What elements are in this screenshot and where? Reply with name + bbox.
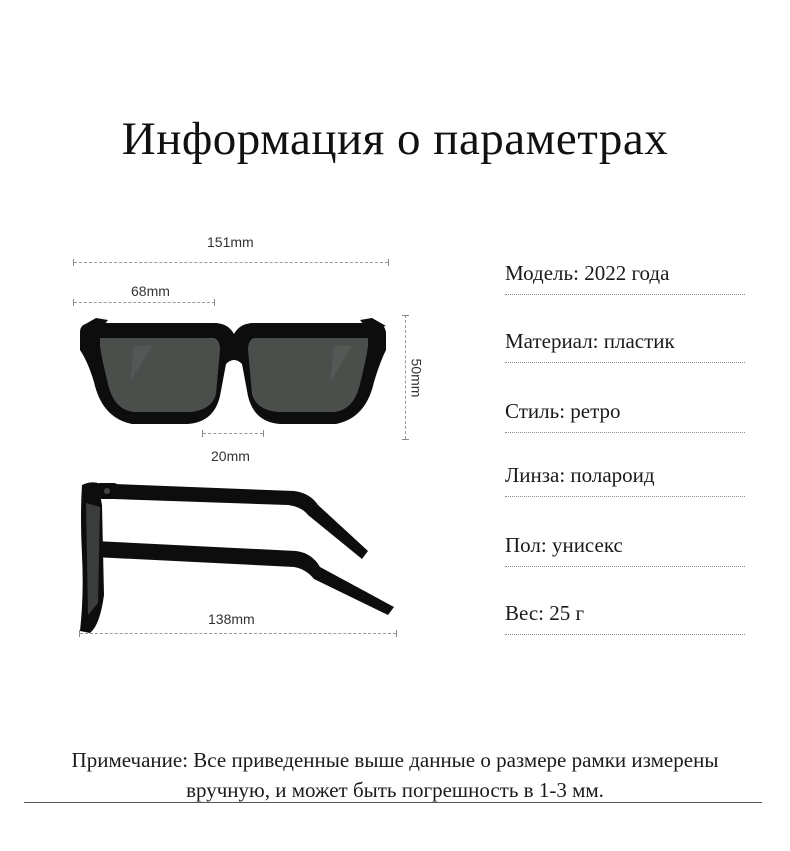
temple-length-tick-left	[79, 630, 80, 637]
page-title: Информация о параметрах	[121, 113, 669, 165]
spec-material: Материал: пластик	[505, 329, 745, 363]
temple-length-label: 138mm	[208, 611, 255, 627]
note-line-1: Примечание: Все приведенные выше данные о размере рамки измерены	[71, 748, 719, 772]
bridge-line	[203, 433, 263, 434]
lens-width-label: 68mm	[131, 283, 170, 299]
lens-height-tick-top	[402, 315, 409, 316]
lens-height-line	[405, 315, 406, 439]
note-line-2: вручную, и может быть погрешность в 1-3 мм.	[186, 778, 604, 802]
lens-height-label: 50mm	[408, 358, 425, 398]
total-width-tick-right	[388, 259, 389, 266]
spec-lens: Линза: полароид	[505, 463, 745, 497]
sunglasses-front-icon	[74, 312, 394, 432]
spec-weight: Вес: 25 г	[505, 601, 745, 635]
total-width-label: 151mm	[207, 234, 254, 250]
spec-style: Стиль: ретро	[505, 399, 745, 433]
bottom-divider	[24, 802, 762, 803]
total-width-tick-left	[73, 259, 74, 266]
temple-length-line	[80, 633, 396, 634]
lens-width-line	[74, 302, 215, 303]
lens-height-tick-bottom	[402, 439, 409, 440]
measurement-note	[0, 745, 790, 805]
lens-width-tick-left	[73, 299, 74, 306]
spec-model: Модель: 2022 года	[505, 261, 745, 295]
lens-width-tick-right	[214, 299, 215, 306]
bridge-label: 20mm	[211, 448, 250, 464]
temple-length-tick-right	[396, 630, 397, 637]
spec-gender: Пол: унисекс	[505, 533, 745, 567]
total-width-line	[74, 262, 388, 263]
